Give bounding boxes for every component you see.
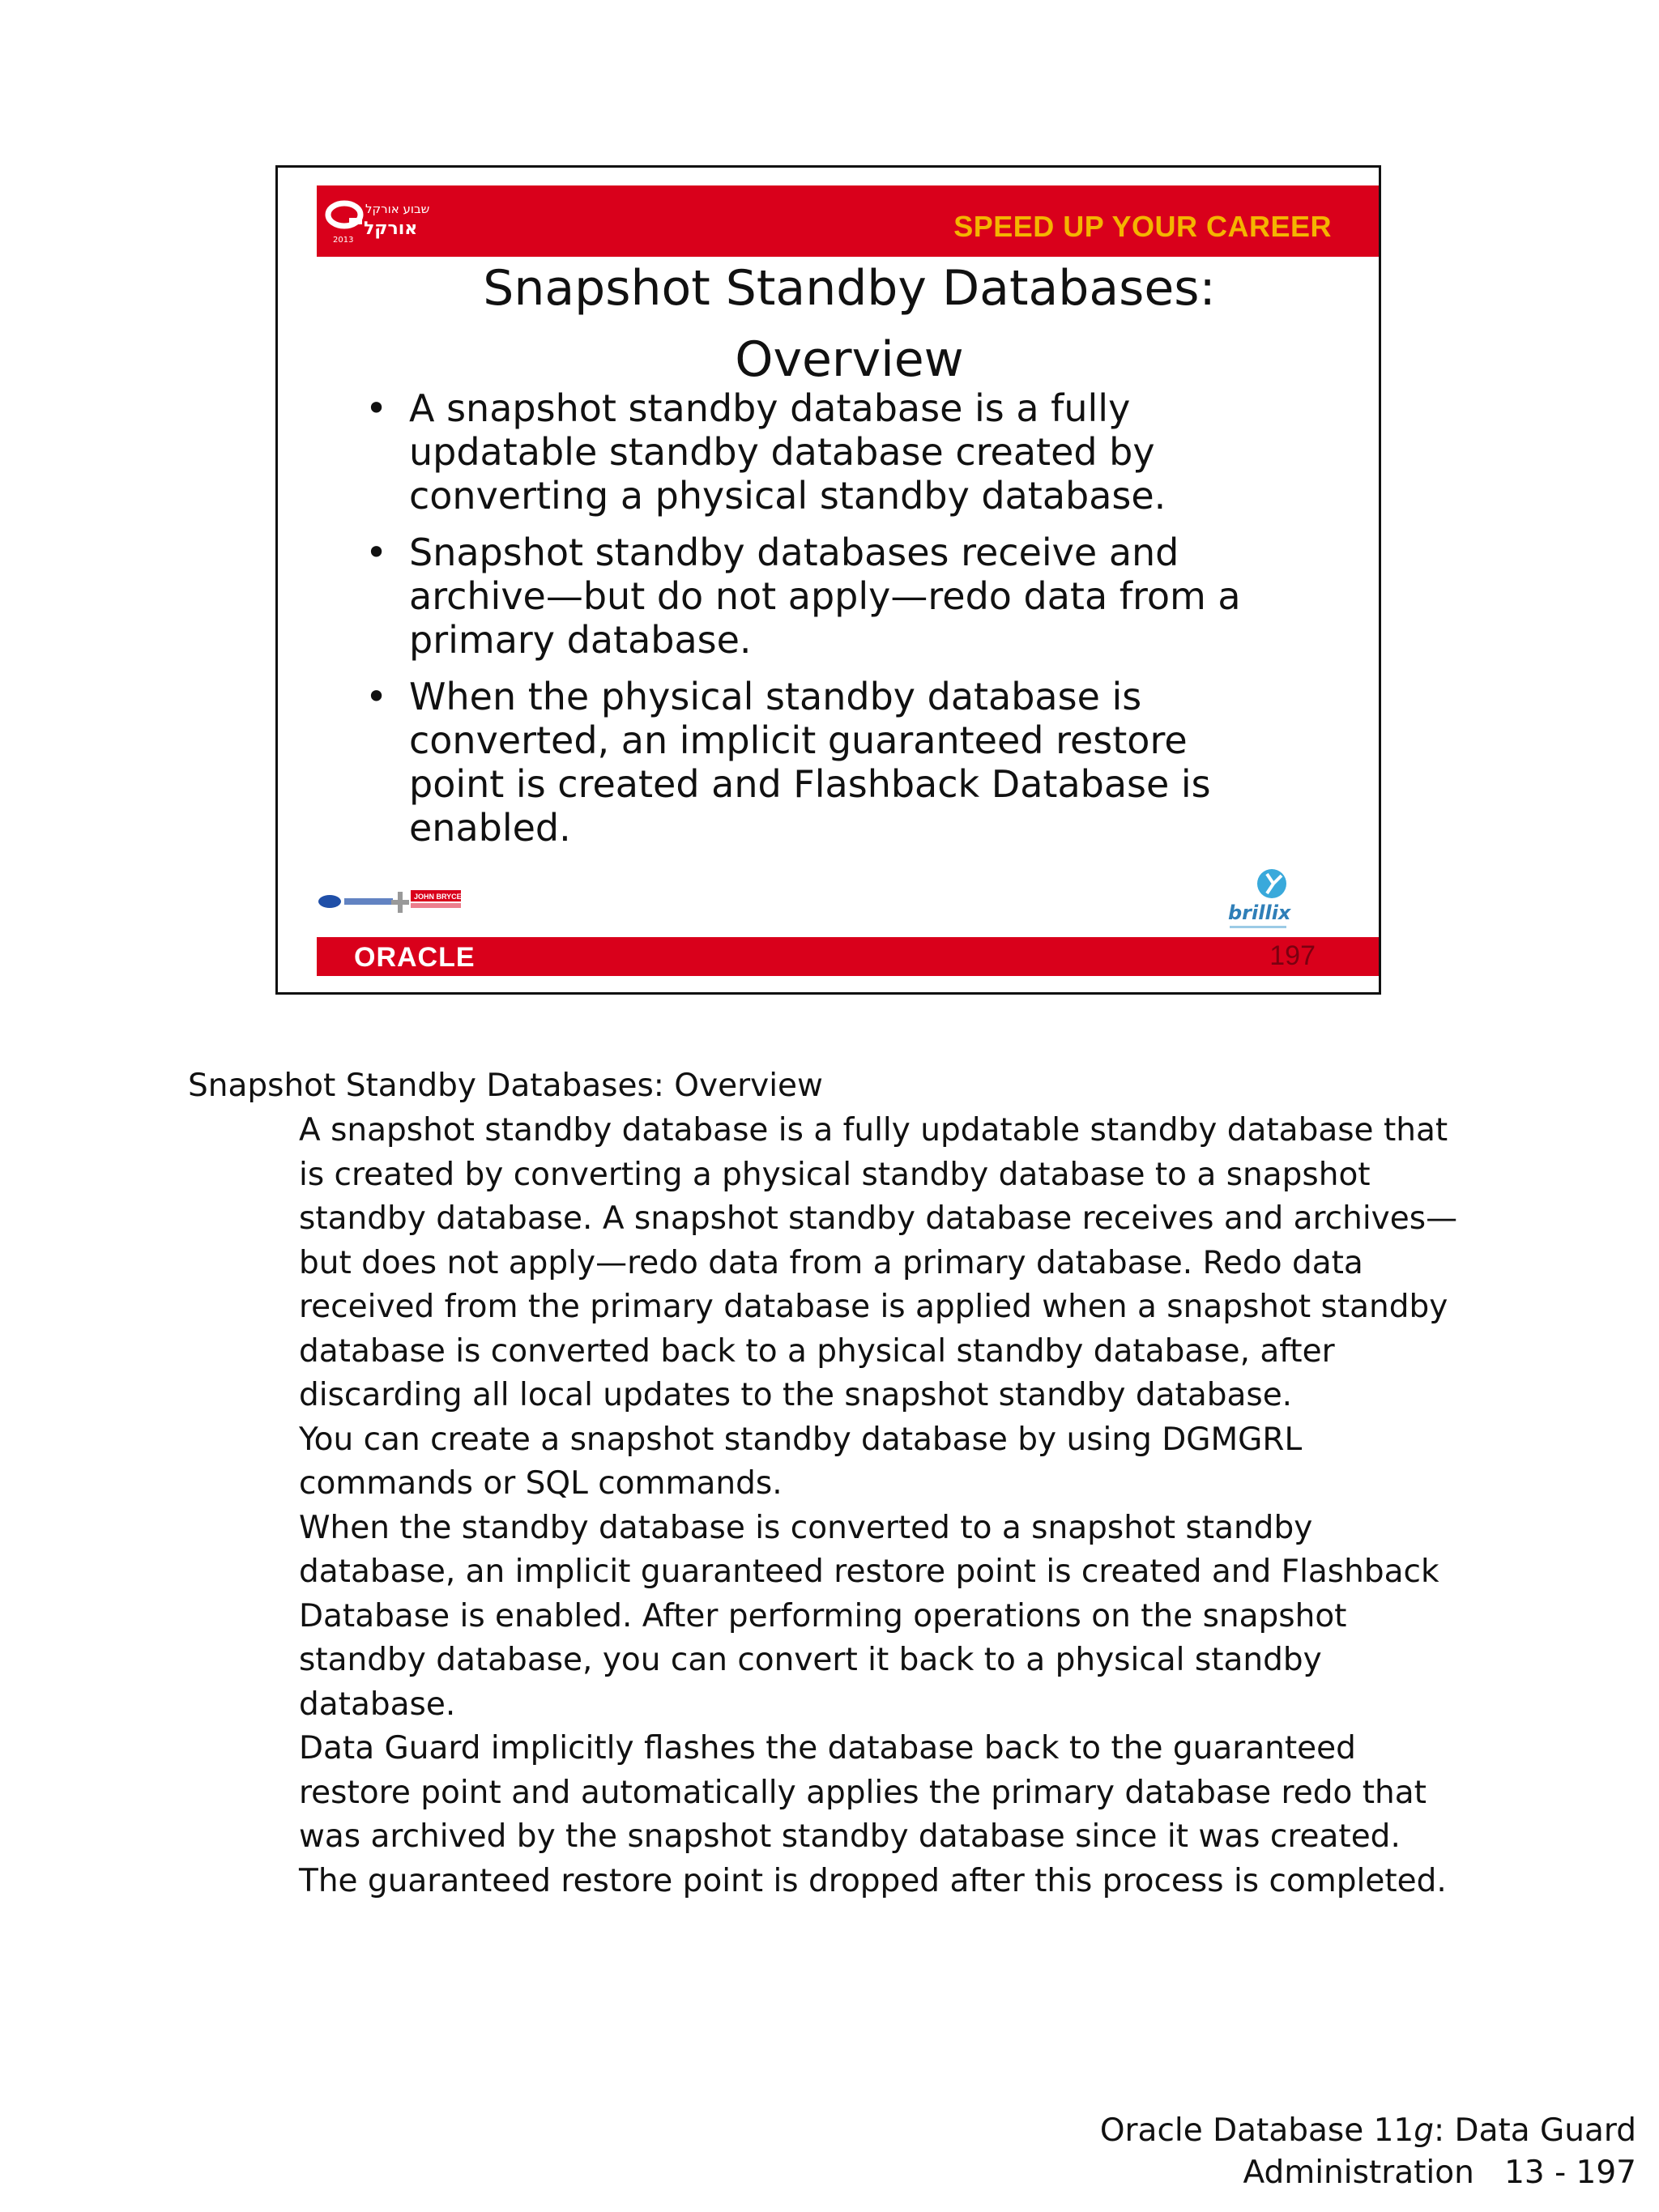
partner-logos (317, 880, 463, 921)
slide-header-band (317, 185, 1381, 257)
slide-bullet (359, 531, 1250, 662)
oracle-week-logo (317, 195, 463, 249)
slide-bullet-text: When the physical standby database is converted, an implicit guaranteed restore point is created and Flashback Database is enabled. (409, 675, 1211, 850)
slide-bullet (359, 386, 1250, 518)
oracle-logo: ORACLE (354, 942, 476, 973)
bullet-icon: • (365, 531, 388, 574)
slide-bullet-list (359, 386, 1250, 863)
footer-title-suffix: : Data Guard (1434, 2112, 1636, 2149)
logo-year: 2013 (333, 236, 354, 245)
slide-title-line1: Snapshot Standby Databases: (483, 260, 1216, 317)
slide-title (317, 253, 1381, 395)
notes-paragraph: Data Guard implicitly flashes the database back to the guaranteed restore point and automatically applies the primary database redo that was archived by the snapshot standby database since it was created. The guaranteed restore point is dropped after this process is completed. (299, 1730, 1447, 1899)
footer-page-number: 13 - 197 (1504, 2154, 1636, 2191)
page-footer (1100, 2110, 1636, 2194)
notes-paragraph: You can create a snapshot standby database by using DGMGRL commands or SQL commands. (299, 1421, 1303, 1502)
slide-title-line2: Overview (735, 331, 964, 388)
svg-text:אורקל: אורקל (364, 219, 418, 239)
slide-bullet-text: Snapshot standby databases receive and archive—but do not apply—redo data from a primary database. (409, 531, 1241, 662)
slide-image (275, 165, 1381, 995)
notes-body (299, 1109, 1465, 1903)
slide-number: 197 (1269, 940, 1316, 971)
career-slogan: SPEED UP YOUR CAREER (953, 210, 1332, 243)
brillix-logo (1213, 864, 1311, 937)
footer-title-prefix: Oracle Database 11 (1099, 2112, 1414, 2149)
slide-footer-band (317, 937, 1381, 976)
brillix-text: brillix (1228, 901, 1291, 924)
notes-paragraph: When the standby database is converted to a snapshot standby database, an implicit guaranteed restore point is created and Flashback Database is enabled. After performing operations on the snapshot standby database, you can convert it back to a physical standby database. (299, 1509, 1439, 1723)
footer-course-title (1100, 2110, 1636, 2152)
footer-course-subtitle (1100, 2152, 1636, 2194)
bullet-icon: • (365, 386, 388, 430)
notes-paragraph: A snapshot standby database is a fully updatable standby database that is created by converting a physical standby database to a snapshot standby database. A snapshot standby database receives and archives—but does not apply—redo data from a primary database. Redo data received from the primary database is applied when a snapshot standby database is converted back to a physical standby database, after discarding all local updates to the snapshot standby database. (299, 1112, 1458, 1413)
slide-bullet-text: A snapshot standby database is a fully updatable standby database created by converting a physical standby database. (409, 386, 1166, 518)
footer-title-italic: g (1414, 2112, 1434, 2149)
john-bryce-text: JOHN BRYCE (414, 893, 462, 901)
bullet-icon: • (365, 675, 388, 718)
notes-heading: Snapshot Standby Databases: Overview (188, 1068, 823, 1104)
logo-hebrew-small: שבוע אורקל (365, 202, 430, 216)
slide-bullet (359, 675, 1250, 850)
footer-subtitle-text: Administration (1243, 2154, 1474, 2191)
